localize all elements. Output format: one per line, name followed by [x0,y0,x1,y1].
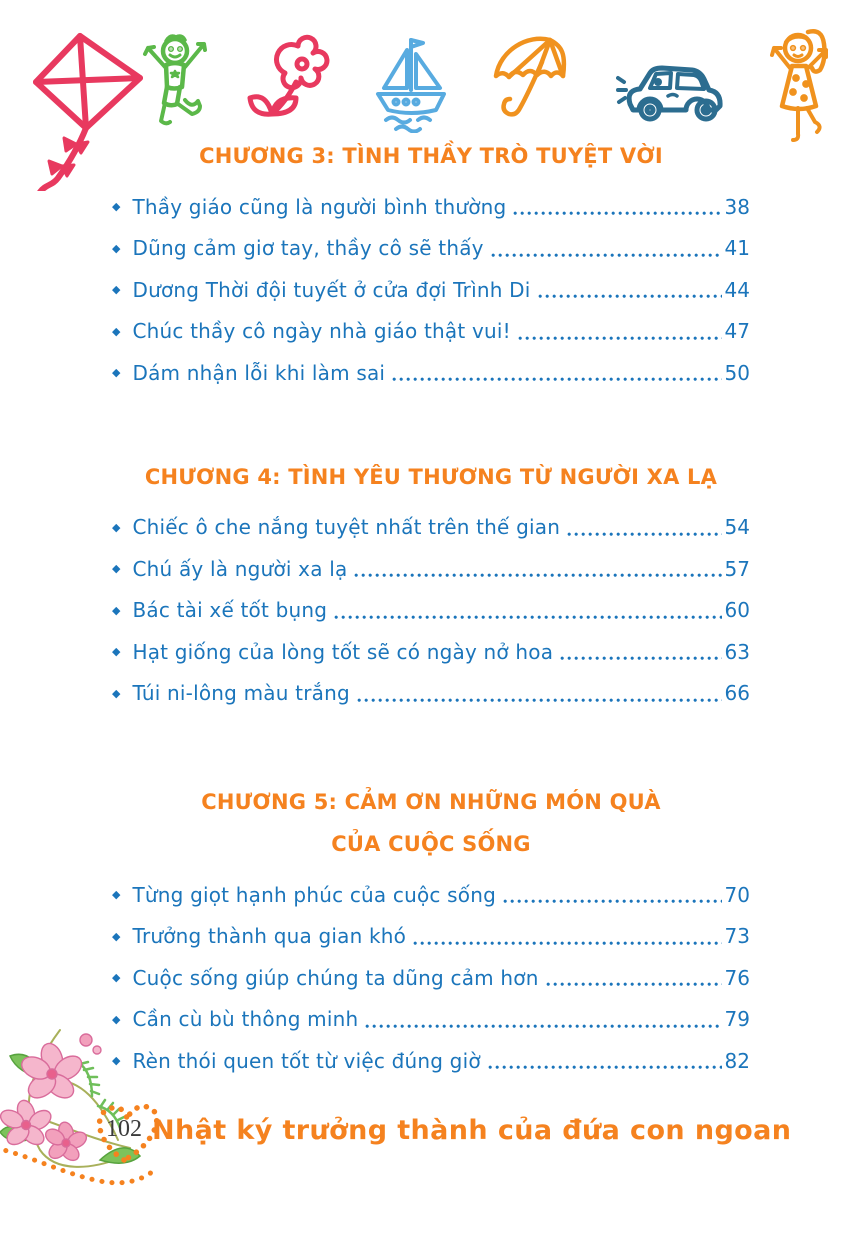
toc-entry-page: 57 [724,556,750,581]
flower-icon [238,34,333,138]
toc-entry-label: Túi ni-lông màu trắng [132,681,350,706]
toc-entry-label: Hạt giống của lòng tốt sẽ có ngày nở hoa [132,639,554,664]
toc-entry-page: 70 [724,882,750,907]
table-of-contents [0,143,868,1082]
diamond-bullet-icon: ◆ [112,200,121,214]
diamond-bullet-icon: ◆ [112,971,121,985]
car-icon [616,40,726,134]
toc-entry [112,916,750,958]
dancing-girl-icon [760,26,842,150]
toc-entry [112,631,750,673]
toc-entry-page: 66 [724,681,750,706]
toc-entry [112,957,750,999]
dot-leader [503,899,722,904]
toc-entry-label: Dũng cảm giơ tay, thầy cô sẽ thấy [132,236,484,261]
toc-entry-label: Dương Thời đội tuyết ở cửa đợi Trình Di [132,277,531,302]
toc-entry-page: 60 [724,598,750,623]
diamond-bullet-icon: ◆ [112,241,121,255]
dot-leader [513,211,721,216]
toc-entry-page: 73 [724,924,750,949]
diamond-bullet-icon: ◆ [112,929,121,943]
diamond-bullet-icon: ◆ [112,645,121,659]
toc-entry-page: 38 [724,194,750,219]
toc-entry [112,186,750,228]
chapter-4-section [112,464,750,715]
toc-entry [112,311,750,353]
toc-entry-page: 44 [724,277,750,302]
diamond-bullet-icon: ◆ [112,520,121,534]
toc-entry-label: Rèn thói quen tốt từ việc đúng giờ [132,1048,481,1073]
toc-entry [112,352,750,394]
dot-leader [413,941,721,946]
toc-entry [112,507,750,549]
toc-entry [112,548,750,590]
dot-leader [488,1065,722,1070]
dot-leader [354,573,721,578]
toc-entry-page: 54 [724,515,750,540]
toc-entry-label: Dám nhận lỗi khi làm sai [132,360,386,385]
diamond-bullet-icon: ◆ [112,366,121,380]
dot-leader [518,336,722,341]
chapter-5-title: CHƯƠNG 5: CẢM ƠN NHỮNG MÓN QUÀ [201,790,661,814]
dot-leader [546,982,722,987]
dot-leader [560,656,721,661]
toc-entry-label: Chú ấy là người xa lạ [132,556,348,581]
diamond-bullet-icon: ◆ [112,1054,121,1068]
chapter-3-title: CHƯƠNG 3: TÌNH THẦY TRÒ TUYỆT VỜI [199,144,663,168]
toc-entry-label: Từng giọt hạnh phúc của cuộc sống [132,882,496,907]
jumping-child-icon [128,30,223,144]
toc-entry-label: Trưởng thành qua gian khó [132,924,407,949]
toc-entry-label: Chiếc ô che nắng tuyệt nhất trên thế gian [132,515,561,540]
toc-entry-page: 63 [724,639,750,664]
dot-leader [357,698,722,703]
dot-leader [538,294,722,299]
diamond-bullet-icon: ◆ [112,324,121,338]
diamond-bullet-icon: ◆ [112,686,121,700]
sailboat-icon [366,28,456,137]
dot-leader [567,532,721,537]
doodle-banner [0,0,868,115]
toc-entry-page: 79 [724,1007,750,1032]
diamond-bullet-icon: ◆ [112,1012,121,1026]
toc-entry [112,874,750,916]
toc-entry-label: Cần cù bù thông minh [132,1007,359,1032]
toc-entry [112,228,750,270]
chapter-4-list [112,507,750,715]
page-number: 102 [106,1116,142,1142]
toc-entry [112,673,750,715]
chapter-5-title-line2: CỦA CUỘC SỐNG [331,832,531,856]
chapter-3-list [112,186,750,394]
diamond-bullet-icon: ◆ [112,888,121,902]
toc-entry-page: 76 [724,965,750,990]
diamond-bullet-icon: ◆ [112,562,121,576]
diamond-bullet-icon: ◆ [112,603,121,617]
book-title-footer: Nhật ký trưởng thành của đứa con ngoan [152,1115,792,1146]
toc-entry-label: Thầy giáo cũng là người bình thường [132,194,507,219]
toc-entry-page: 50 [724,360,750,385]
dot-leader [392,377,721,382]
chapter-3-section [112,143,750,394]
toc-entry-label: Bác tài xế tốt bụng [132,598,328,623]
toc-entry [112,590,750,632]
toc-entry-label: Chúc thầy cô ngày nhà giáo thật vui! [132,319,511,344]
dot-leader [334,615,721,620]
dot-leader [365,1024,721,1029]
umbrella-icon [488,32,580,136]
toc-entry [112,269,750,311]
chapter-4-title: CHƯƠNG 4: TÌNH YÊU THƯƠNG TỪ NGƯỜI XA LẠ [144,464,718,489]
dot-leader [491,253,722,258]
toc-entry-page: 41 [724,236,750,261]
toc-entry-label: Cuộc sống giúp chúng ta dũng cảm hơn [132,965,539,990]
toc-entry-page: 47 [724,319,750,344]
toc-entry-page: 82 [724,1048,750,1073]
diamond-bullet-icon: ◆ [112,283,121,297]
